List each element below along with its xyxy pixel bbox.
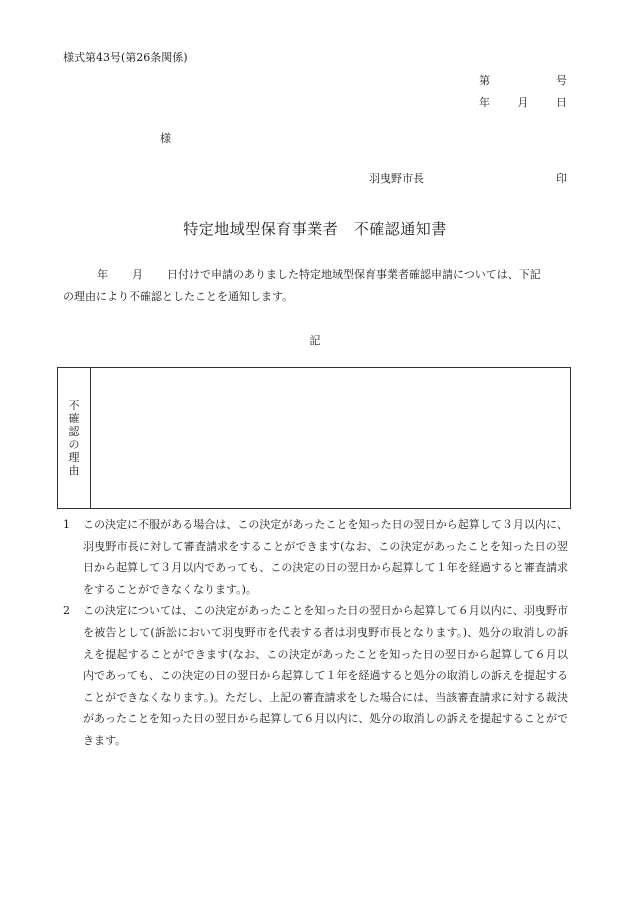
body-line2: の理由により不確認としたことを通知します。 [63, 290, 294, 303]
form-number: 様式第43号(第26条関係) [63, 51, 188, 64]
body-line1: 日付けで申請のありました特定地域型保育事業者確認申請については、下記 [167, 268, 541, 281]
note-item [63, 600, 568, 751]
document-number-prefix: 第 [479, 74, 490, 87]
issuer [369, 170, 567, 186]
note-number: 1 [63, 518, 70, 531]
reason-label-char: 確 [68, 412, 80, 425]
document-date [479, 94, 567, 110]
date-month: 月 [517, 96, 529, 109]
body-year: 年 [97, 268, 108, 281]
reason-label-char: 認 [68, 425, 80, 438]
body-paragraph [63, 264, 567, 308]
reason-box [57, 367, 571, 509]
addressee: 様 [160, 132, 171, 145]
date-year: 年 [479, 96, 490, 109]
note-number: 2 [63, 604, 70, 618]
note-item [63, 514, 568, 600]
document-number-suffix: 号 [556, 74, 567, 87]
date-day: 日 [556, 96, 567, 109]
document-number [479, 72, 567, 88]
note-text: この決定については、この決定があったことを知った日の翌日から起算して６月以内に、羽曳野市を被告として(訴訟において羽曳野市を代表する者は羽曳野市長となります。)、処分の取消しの訴えを提起することができます(なお、この決定があったことを知った日の翌日から起算して６月以内であっても、この決定の日の翌日から起算して１年を経過すると処分の取消しの訴えを提起することができなくなります。)。ただし、上記の審査請求をした場合には、当該審査請求に対する裁決があったことを知った日の翌日から起算して６月以内に、処分の取消しの訴えを提起することができます。 [83, 604, 568, 747]
ki-heading: 記 [309, 334, 321, 347]
reason-label-char: 理 [68, 451, 80, 464]
reason-label-char: 不 [68, 399, 80, 412]
body-month: 月 [132, 268, 143, 281]
issuer-name: 羽曳野市長 [369, 172, 424, 185]
reason-label-char: の [68, 438, 80, 451]
reason-label [58, 368, 91, 508]
note-text: この決定に不服がある場合は、この決定があったことを知った日の翌日から起算して３月以内に、羽曳野市長に対して審査請求をすることができます(なお、この決定があったことを知った日の翌日から起算して３月以内であっても、この決定の日の翌日から起算して１年を経過すると審査請求をすることができなくなります。)。 [83, 518, 568, 596]
document-title: 特定地域型保育事業者 不確認通知書 [183, 220, 447, 238]
notes [63, 514, 568, 752]
issuer-seal: 印 [556, 172, 567, 185]
reason-field[interactable] [91, 368, 570, 508]
reason-label-char: 由 [68, 464, 80, 477]
